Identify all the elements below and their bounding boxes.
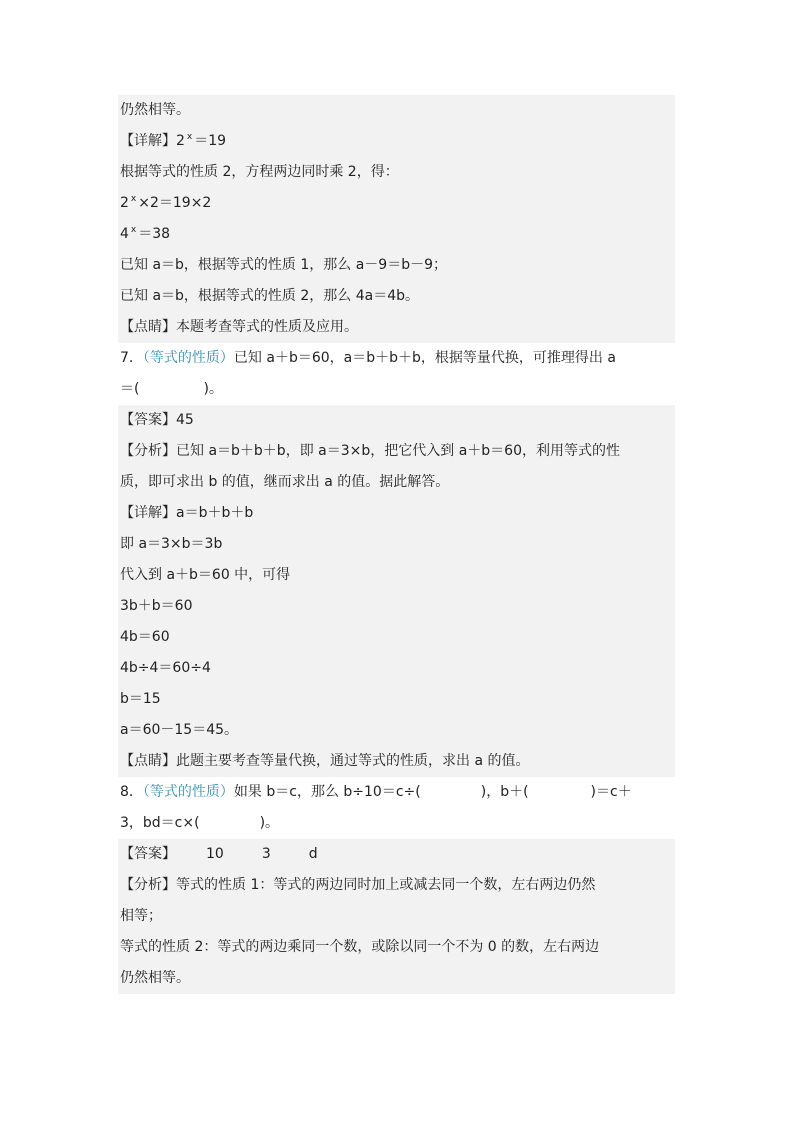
document-page bbox=[118, 95, 675, 994]
prev-detail-text1: 根据等式的性质 2，方程两边同时乘 2，得： bbox=[118, 157, 675, 188]
q7-detail-3: 3b＋b＝60 bbox=[118, 591, 675, 622]
q7-analysis-1: 【分析】已知 a＝b＋b＋b，即 a＝3×b，把它代入到 a＋b＝60，利用等式的性 bbox=[118, 436, 675, 467]
q7-detail-5: 4b÷4＝60÷4 bbox=[118, 653, 675, 684]
prev-tail-line: 仍然相等。 bbox=[118, 95, 675, 126]
prev-detail-eq2: 2 $^x$ ×2＝19×2 bbox=[118, 188, 675, 219]
q8-line1: 8．（等式的性质）如果 b＝c，那么 b÷10＝c÷( )，b＋( )＝c＋ bbox=[118, 777, 675, 808]
q7-detail-2: 代入到 a＋b＝60 中，可得 bbox=[118, 560, 675, 591]
q7-comment: 【点睛】此题主要考查等量代换，通过等式的性质，求出 a 的值。 bbox=[118, 746, 675, 777]
q8-analysis-1: 【分析】等式的性质 1：等式的两边同时加上或减去同一个数，左右两边仍然 bbox=[118, 870, 675, 901]
q8-number: 8． bbox=[120, 784, 143, 800]
q7-text: 已知 a＋b＝60，a＝b＋b＋b，根据等量代换，可推理得出 a bbox=[233, 350, 616, 366]
q8-analysis-2: 相等； bbox=[118, 901, 675, 932]
q7-detail-7: a＝60－15＝45。 bbox=[118, 715, 675, 746]
q7-answer: 【答案】45 bbox=[118, 405, 675, 436]
q8-answer-2: 3 bbox=[261, 846, 271, 862]
q8-answer bbox=[118, 839, 675, 870]
q8-analysis-4: 仍然相等。 bbox=[118, 963, 675, 994]
prev-comment: 【点睛】本题考查等式的性质及应用。 bbox=[118, 312, 675, 343]
prev-detail-text2: 已知 a＝b，根据等式的性质 1，那么 a－9＝b－9； bbox=[118, 250, 675, 281]
q8-analysis-3: 等式的性质 2：等式的两边乘同一个数，或除以同一个不为 0 的数，左右两边 bbox=[118, 932, 675, 963]
q7-detail-0: 【详解】a＝b＋b＋b bbox=[118, 498, 675, 529]
prev-detail-eq3: 4 $^x$ ＝38 bbox=[118, 219, 675, 250]
prev-detail-text3: 已知 a＝b，根据等式的性质 2，那么 4a＝4b。 bbox=[118, 281, 675, 312]
q7-analysis-2: 质，即可求出 b 的值，继而求出 a 的值。据此解答。 bbox=[118, 467, 675, 498]
q7-detail-1: 即 a＝3×b＝3b bbox=[118, 529, 675, 560]
q7-tag: （等式的性质） bbox=[142, 350, 234, 366]
q7-line2: ＝( )。 bbox=[118, 374, 675, 405]
q8-line2: 3，bd＝c×( )。 bbox=[118, 808, 675, 839]
q7-detail-6: b＝15 bbox=[118, 684, 675, 715]
detail-label: 【详解】 bbox=[120, 133, 176, 149]
q8-answer-3: d bbox=[308, 846, 318, 862]
q7-line1 bbox=[118, 343, 675, 374]
q8-answer-label: 【答案】 bbox=[120, 846, 176, 862]
q7-detail-4: 4b＝60 bbox=[118, 622, 675, 653]
q7-number: 7． bbox=[120, 350, 143, 366]
prev-detail-eq1: 【详解】2 $^x$ ＝19 bbox=[118, 126, 675, 157]
q8-answer-1: 10 bbox=[206, 846, 224, 862]
q8-tag: （等式的性质） bbox=[142, 784, 234, 800]
